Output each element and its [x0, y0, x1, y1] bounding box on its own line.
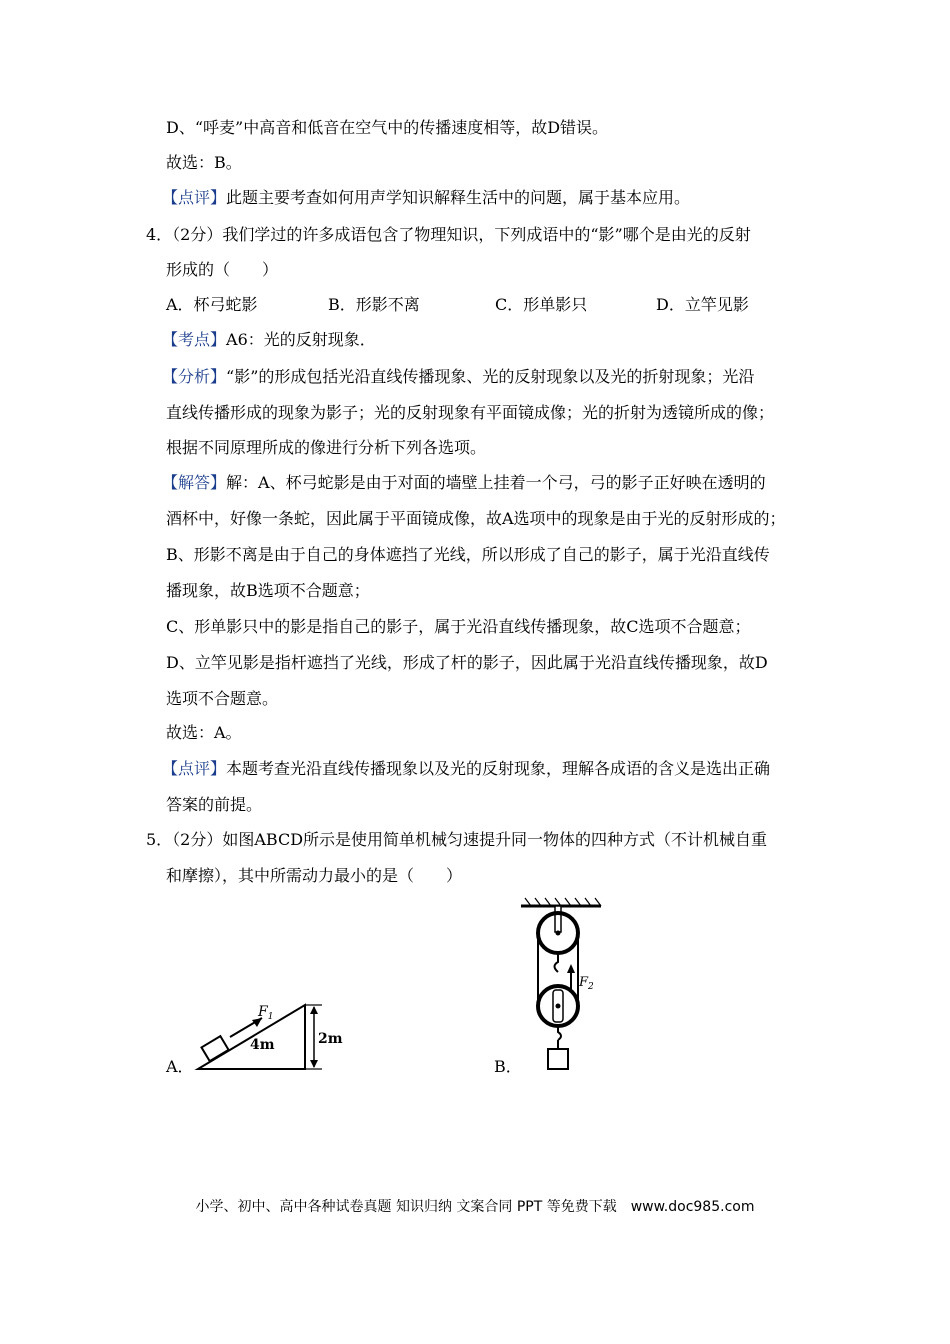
load-block	[548, 1049, 568, 1069]
q4-option-a: A．杯弓蛇影	[166, 295, 258, 314]
q4-fenxi-line1	[162, 366, 754, 388]
jieda-text: 解：A、杯弓蛇影是由于对面的墙壁上挂着一个弓，弓的影子正好映在透明的	[226, 473, 766, 492]
fenxi-text: “影”的形成包括光沿直线传播现象、光的反射现象以及光的折射现象；光沿	[226, 367, 755, 386]
q4-stem-line2: 形成的（ ）	[166, 260, 279, 279]
movable-pulley-axle	[556, 1004, 561, 1009]
pulley-system-figure	[515, 898, 605, 1078]
force-arrowhead	[567, 964, 575, 973]
q4-review-line1	[162, 758, 770, 780]
q4-fenxi-line3: 根据不同原理所成的像进行分析下列各选项。	[166, 438, 487, 457]
fixed-pulley-axle	[556, 931, 561, 936]
block-on-incline	[201, 1036, 228, 1061]
fenxi-tag: 【分析】	[162, 367, 227, 386]
force-label-f1: $F_1$	[258, 1004, 274, 1022]
q4-stem-line1: 4．（2分）我们学过的许多成语包含了物理知识，下列成语中的“影”哪个是由光的反射	[146, 225, 751, 244]
q4-kaodian	[162, 329, 376, 351]
q4-jieda-line5: C、形单影只中的影是指自己的影子，属于光沿直线传播现象，故C选项不合题意；	[166, 617, 751, 636]
prev-choice: 故选：B。	[166, 153, 242, 172]
review-text: 本题考查光沿直线传播现象以及光的反射现象，理解各成语的含义是选出正确	[226, 759, 771, 778]
q4-jieda-line6: D、立竿见影是指杆遮挡了光线，形成了杆的影子，因此属于光沿直线传播现象，故D	[166, 653, 768, 672]
q4-jieda-line1	[162, 472, 766, 494]
q4-review-line2: 答案的前提。	[166, 795, 263, 814]
q4-jieda-line7: 选项不合题意。	[166, 689, 279, 708]
q4-jieda-line2: 酒杯中，好像一条蛇，因此属于平面镜成像，故A选项中的现象是由于光的反射形成的；	[166, 509, 786, 528]
load-hook	[558, 1026, 561, 1040]
rope-hook	[555, 953, 559, 972]
prev-option-d: D、“呼麦”中高音和低音在空气中的传播速度相等，故D错误。	[166, 118, 609, 137]
q4-jieda-line4: 播现象，故B选项不合题意；	[166, 581, 370, 600]
slope-length-label: 4m	[250, 1037, 275, 1053]
q5-stem-line1: 5．（2分）如图ABCD所示是使用简单机械匀速提升同一物体的四种方式（不计机械自重	[146, 830, 768, 849]
review-tag: 【点评】	[162, 759, 227, 778]
review-text: 此题主要考查如何用声学知识解释生活中的问题，属于基本应用。	[226, 188, 691, 207]
height-label: 2m	[318, 1031, 343, 1047]
footer-banner: 小学、初中、高中各种试卷真题 知识归纳 文案合同 PPT 等免费下载 www.doc985.com	[195, 1199, 755, 1215]
q4-fenxi-line2: 直线传播形成的现象为影子；光的反射现象有平面镜成像；光的折射为透镜所成的像；	[166, 403, 775, 422]
jieda-tag: 【解答】	[162, 473, 227, 492]
q4-option-c: C．形单影只	[495, 295, 588, 314]
force-label-f2: $F_2$	[579, 975, 594, 992]
q4-jieda-line3: B、形影不离是由于自己的身体遮挡了光线，所以形成了自己的影子，属于光沿直线传	[166, 545, 770, 564]
prev-review	[162, 187, 690, 209]
fig-a-label: A．	[166, 1057, 194, 1076]
fig-b-label: B．	[494, 1057, 522, 1076]
fixed-pulley-bracket	[555, 906, 561, 932]
height-arrow-top	[310, 1006, 318, 1014]
q4-option-d: D．立竿见影	[656, 295, 749, 314]
q5-stem-line2: 和摩擦），其中所需动力最小的是（ ）	[166, 866, 463, 885]
kaodian-tag: 【考点】	[162, 330, 227, 349]
height-arrow-bottom	[310, 1060, 318, 1068]
q4-option-b: B．形影不离	[328, 295, 420, 314]
review-tag: 【点评】	[162, 188, 227, 207]
kaodian-text: A6：光的反射现象．	[226, 330, 376, 349]
q4-choice: 故选：A。	[166, 723, 242, 742]
inclined-plane-figure	[190, 995, 343, 1075]
